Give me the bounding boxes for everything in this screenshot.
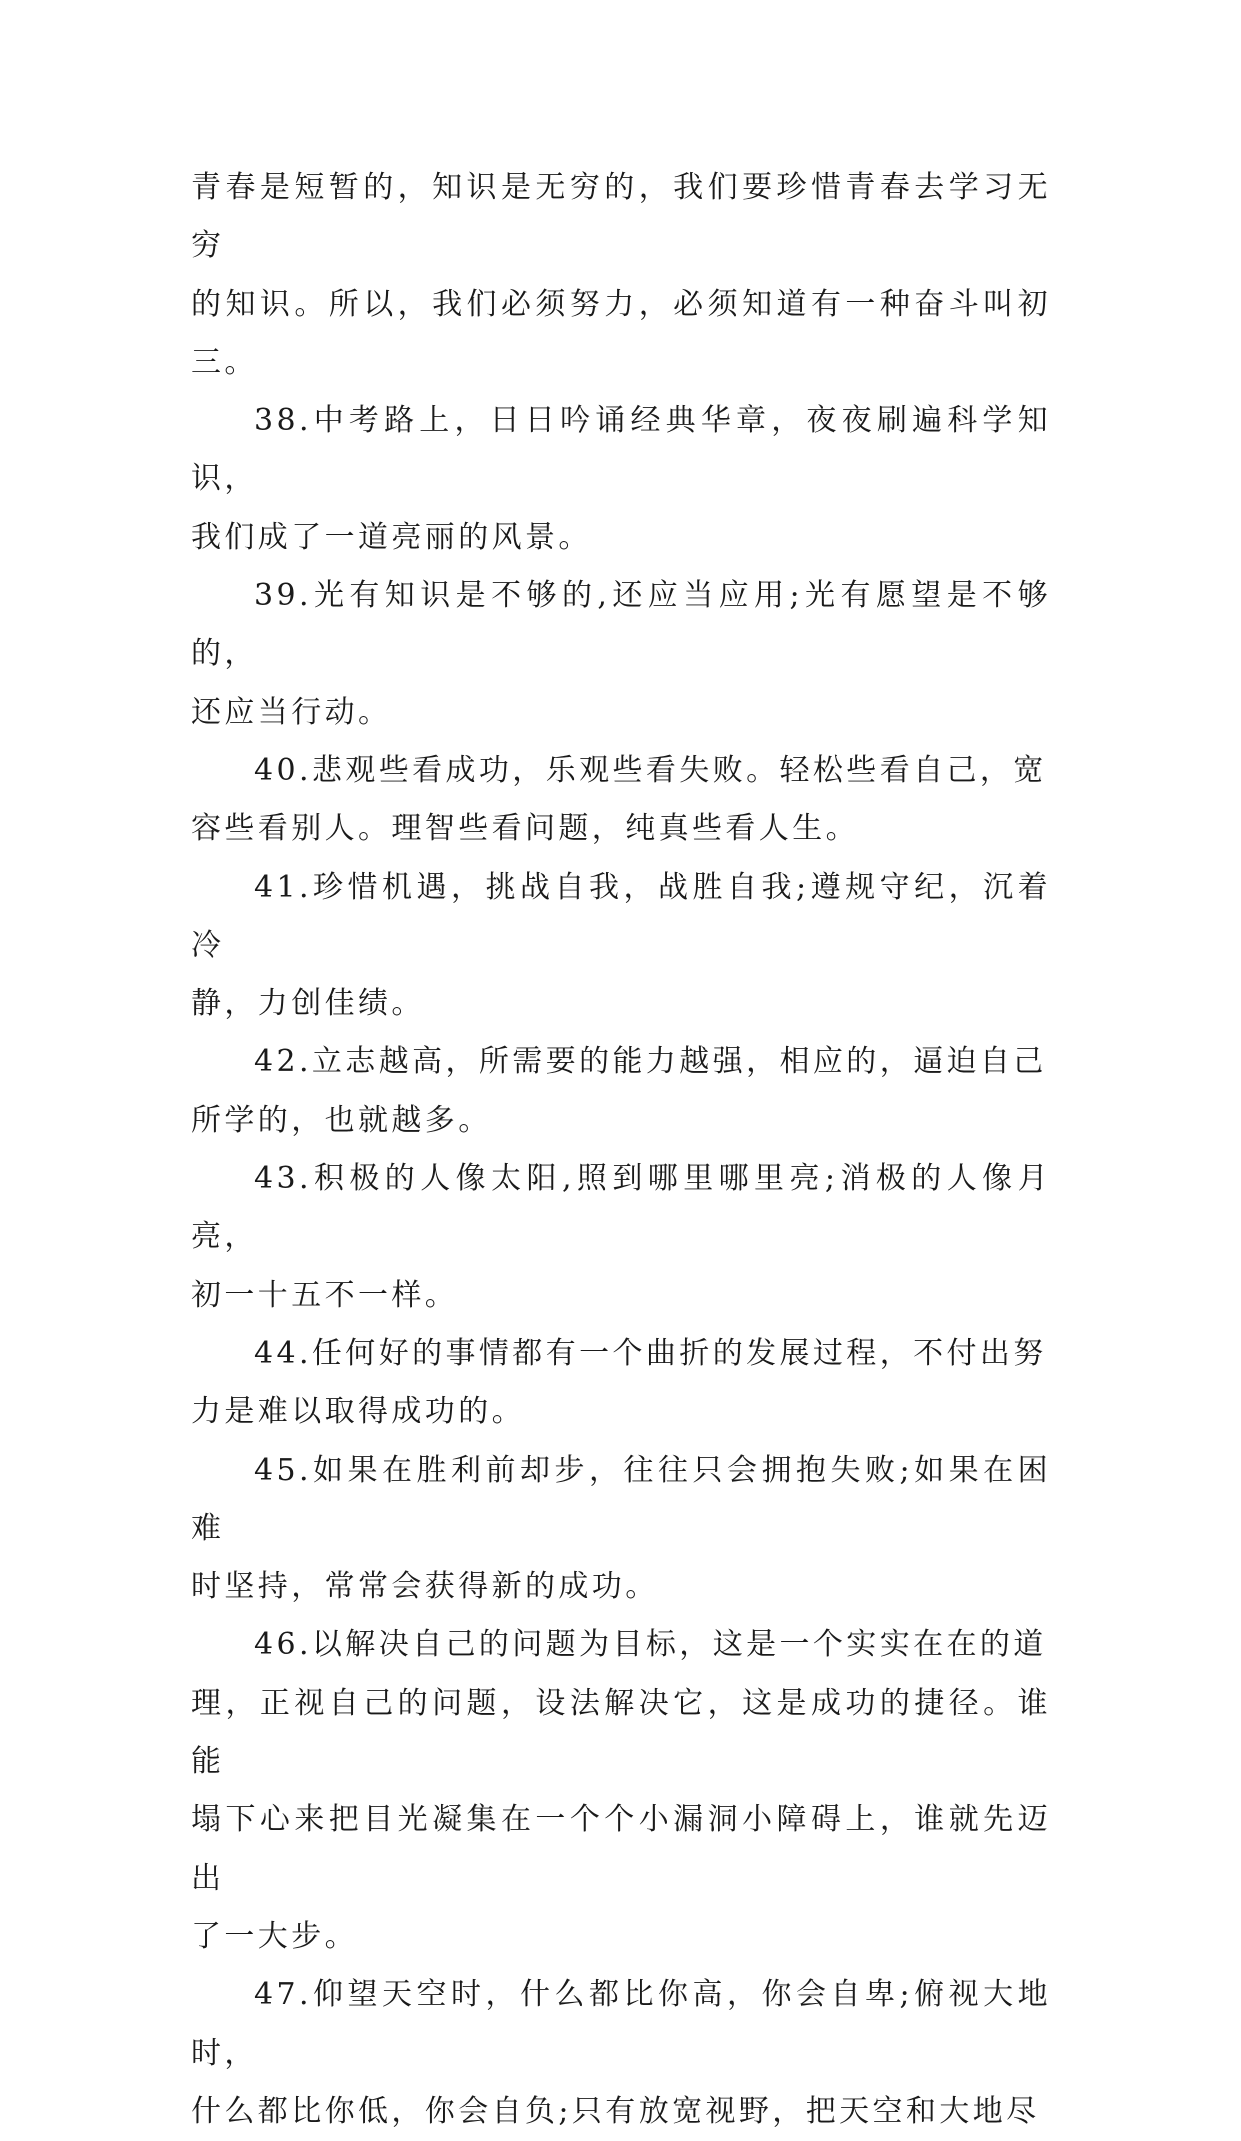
paragraph-item-46 [191, 1616, 1051, 1966]
text-line: 力是难以取得成功的。 [191, 1394, 525, 1430]
text-line: 静，力创佳绩。 [191, 986, 425, 1022]
text-line: 理，正视自己的问题，设法解决它，这是成功的捷径。谁能 [191, 1685, 1051, 1780]
text-line: 43.积极的人像太阳,照到哪里哪里亮;消极的人像月亮， [191, 1161, 1051, 1255]
text-line: 初一十五不一样。 [191, 1277, 459, 1313]
text-line: 42.立志越高，所需要的能力越强，相应的，逼迫自己 [254, 1044, 1047, 1080]
paragraph-item-45 [191, 1442, 1051, 1617]
text-line: 我们成了一道亮丽的风景。 [191, 519, 592, 555]
text-line: 44.任何好的事情都有一个曲折的发展过程，不付出努 [254, 1335, 1047, 1371]
text-line: 容些看别人。理智些看问题，纯真些看人生。 [191, 811, 859, 847]
document-body [191, 159, 1051, 2141]
text-line: 40.悲观些看成功，乐观些看失败。轻松些看自己，宽 [254, 752, 1047, 788]
text-line: 38.中考路上，日日吟诵经典华章，夜夜刷遍科学知识， [191, 403, 1051, 497]
text-line: 还应当行动。 [191, 694, 392, 730]
paragraph-item-42 [191, 1033, 1051, 1150]
text-line: 46.以解决自己的问题为目标，这是一个实实在在的道 [254, 1627, 1047, 1663]
paragraph-item-39 [191, 567, 1051, 742]
text-line: 47.仰望天空时，什么都比你高，你会自卑;俯视大地时， [191, 1977, 1051, 2071]
paragraph-continuation [191, 159, 1051, 392]
text-line: 45.如果在胜利前却步，往往只会拥抱失败;如果在困难 [191, 1452, 1051, 1546]
text-line: 的知识。所以，我们必须努力，必须知道有一种奋斗叫初三。 [191, 286, 1051, 380]
paragraph-item-44 [191, 1325, 1051, 1442]
paragraph-item-47 [191, 1966, 1051, 2141]
text-line: 所学的，也就越多。 [191, 1102, 492, 1138]
text-line: 时坚持，常常会获得新的成功。 [191, 1569, 659, 1605]
paragraph-item-40 [191, 742, 1051, 859]
text-line: 青春是短暂的，知识是无穷的，我们要珍惜青春去学习无穷 [191, 170, 1051, 264]
paragraph-item-38 [191, 392, 1051, 567]
text-line: 39.光有知识是不够的,还应当应用;光有愿望是不够的， [191, 578, 1051, 672]
paragraph-item-41 [191, 859, 1051, 1034]
text-line: 什么都比你低，你会自负;只有放宽视野，把天空和大地尽 [191, 2093, 1040, 2129]
text-line: 41.珍惜机遇，挑战自我，战胜自我;遵规守纪，沉着冷 [191, 869, 1051, 963]
paragraph-item-43 [191, 1150, 1051, 1325]
text-line: 塌下心来把目光凝集在一个个小漏洞小障碍上，谁就先迈出 [191, 1802, 1051, 1896]
text-line: 了一大步。 [191, 1918, 358, 1954]
